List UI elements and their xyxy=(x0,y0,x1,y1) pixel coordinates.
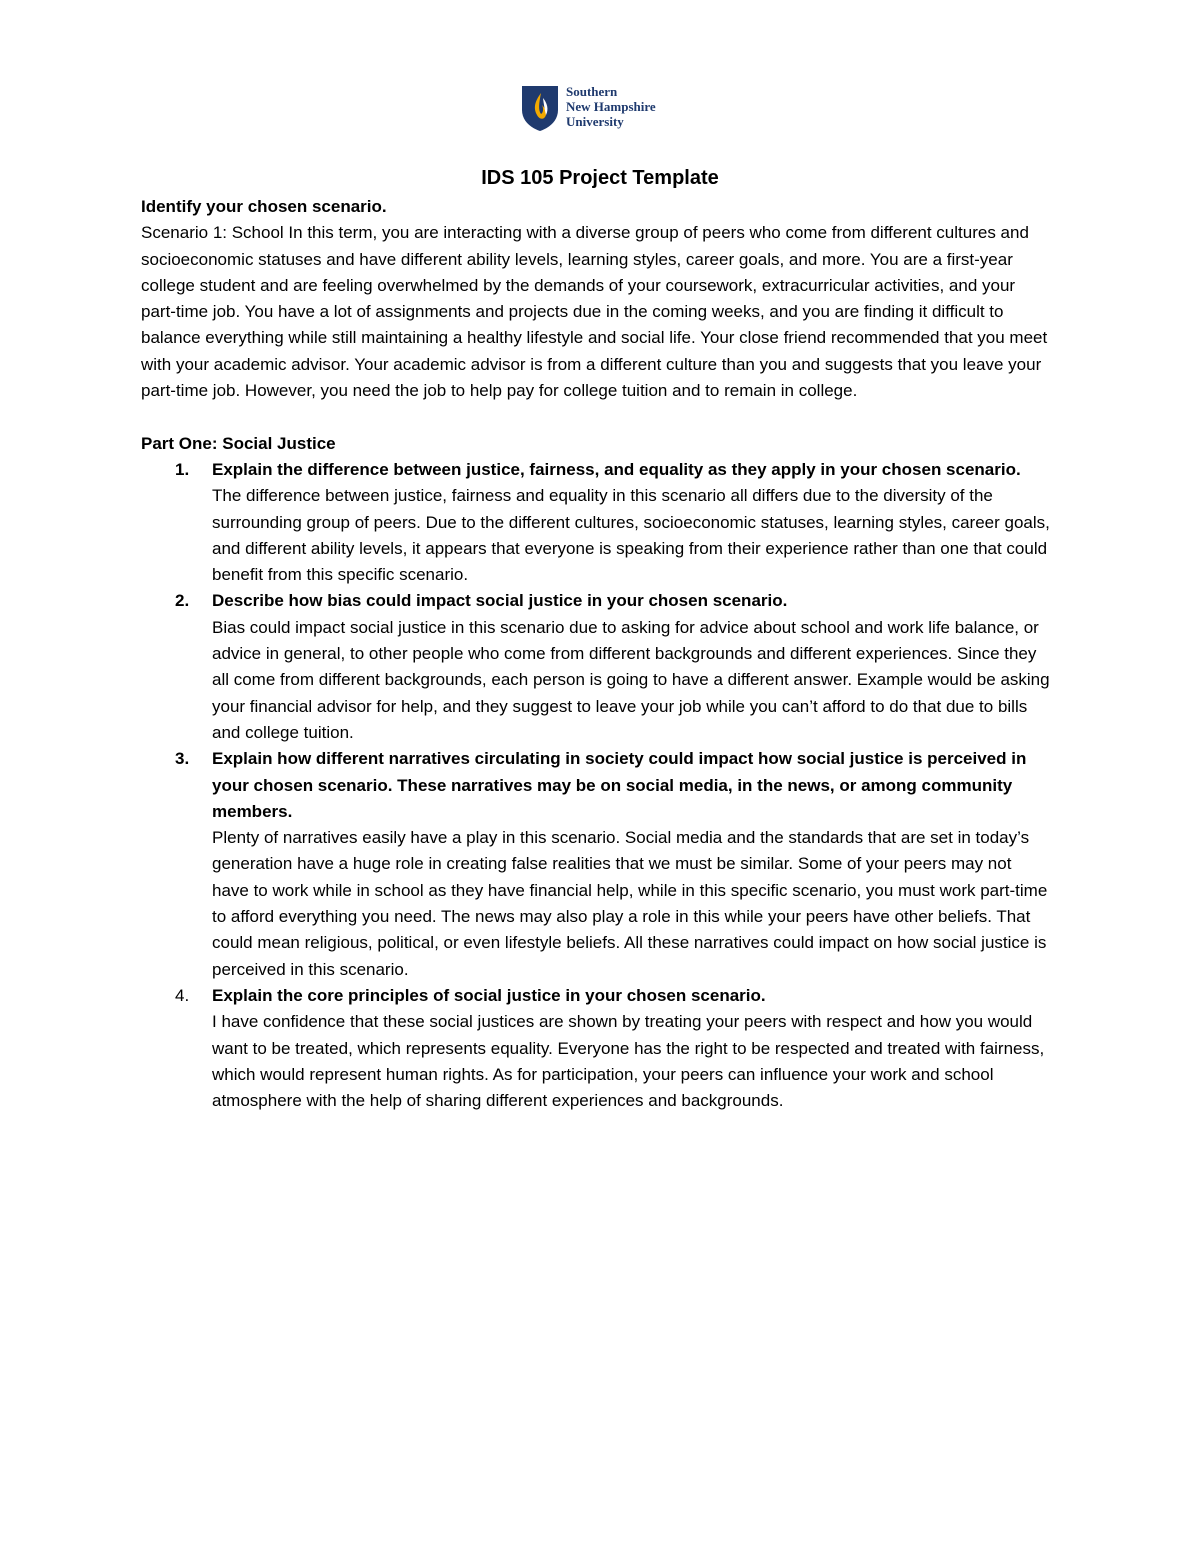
logo-line-3: University xyxy=(566,114,624,129)
logo-line-1: Southern xyxy=(566,84,618,99)
blank-line xyxy=(141,404,1051,430)
question-list xyxy=(141,457,1051,1114)
answer-text: Bias could impact social justice in this scenario due to asking for advice about school and work life balance, or advice in general, to other people who come from different backgrounds and different experiences. Since they all come from different backgrounds, each person is going to have a different answer. Example would be asking your financial advisor for help, and they suggest to leave your job while you can’t afford to do that due to bills and college tuition. xyxy=(212,617,1050,742)
scenario-text: Scenario 1: School In this term, you are interacting with a diverse group of peers who come from different cultures and socioeconomic statuses and have different ability levels, learning styles, career goals, and more. You are a first-year college student and are feeling overwhelmed by the demands of your coursework, extracurricular activities, and your part-time job. You have a lot of assignments and projects due in the coming weeks, and you are finding it difficult to balance everything while still maintaining a healthy lifestyle and social life. Your close friend recommended that you meet with your academic advisor. Your academic advisor is from a different culture than you and suggests that you leave your part-time job. However, you need the job to help pay for college tuition and to remain in college. xyxy=(141,223,1048,401)
document-body xyxy=(141,194,1051,1114)
list-item xyxy=(141,983,1051,1114)
list-item xyxy=(141,588,1051,746)
answer-text: Plenty of narratives easily have a play in this scenario. Social media and the standards that are set in today’s generation have a huge role in creating false realities that we must be similar. Some of your peers may not have to work while in school as they have financial help, while in this specific scenario, you must work part-time to afford everything you need. The news may also play a role in this while your peers have other beliefs. That could mean religious, political, or even lifestyle beliefs. All these narratives could impact on how social justice is perceived in this scenario. xyxy=(212,828,1048,979)
question-text: Explain the core principles of social justice in your chosen scenario. xyxy=(212,985,766,1005)
question-text: Explain how different narratives circulating in society could impact how social justice is perceived in your chosen scenario. These narratives may be on social media, in the news, or among community members. xyxy=(212,749,1027,821)
question-text: Explain the difference between justice, fairness, and equality as they apply in your chosen scenario. xyxy=(212,459,1021,479)
answer-text: I have confidence that these social justices are shown by treating your peers with respect and how you would want to be treated, which represents equality. Everyone has the right to be respected and treated with fairness, which would represent human rights. As for participation, your peers can influence your work and school atmosphere with the help of sharing different experiences and backgrounds. xyxy=(212,1012,1045,1111)
university-logo xyxy=(520,84,656,132)
question-number: 4. xyxy=(175,985,190,1005)
question-text: Describe how bias could impact social justice in your chosen scenario. xyxy=(212,591,788,611)
document-title: IDS 105 Project Template xyxy=(481,167,719,189)
answer-text: The difference between justice, fairness and equality in this scenario all differs due to the diversity of the surrounding group of peers. Due to the different cultures, socioeconomic statuses, learning styles, career goals, and different ability levels, it appears that everyone is speaking from their experience rather than one that could benefit from this specific scenario. xyxy=(212,486,1050,585)
question-number: 3. xyxy=(175,749,190,769)
part-heading: Part One: Social Justice xyxy=(141,433,336,453)
snhu-shield-icon xyxy=(520,84,560,132)
scenario-heading: Identify your chosen scenario. xyxy=(141,197,387,216)
logo-line-2: New Hampshire xyxy=(566,99,656,114)
list-item xyxy=(141,746,1051,983)
question-number: 1. xyxy=(175,459,190,479)
list-item xyxy=(141,457,1051,588)
question-number: 2. xyxy=(175,591,190,611)
logo-wordmark xyxy=(566,84,656,129)
